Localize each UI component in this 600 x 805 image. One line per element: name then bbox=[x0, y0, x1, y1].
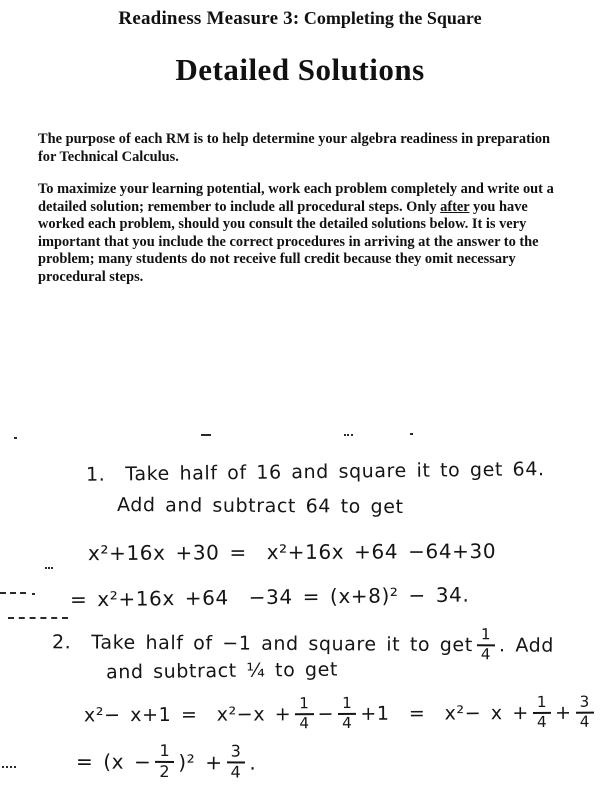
solution2-number: 2. bbox=[51, 631, 72, 654]
solution2-line1 bbox=[52, 624, 554, 663]
fraction-one-half: $\frac{1}{2}$ bbox=[155, 743, 174, 781]
scan-artifact-dash bbox=[201, 434, 211, 436]
solution1-math2 bbox=[70, 583, 470, 612]
scan-artifact-dot bbox=[410, 433, 413, 435]
fraction-three-fourths: $\frac{3}{4}$ bbox=[576, 695, 594, 731]
equation-segment: = (x − bbox=[75, 749, 152, 774]
scan-artifact-dot bbox=[14, 437, 17, 439]
solution1-line1 bbox=[86, 458, 545, 486]
header-title-main: Readiness Measure 3: bbox=[118, 8, 300, 29]
scan-artifact-dots bbox=[344, 434, 353, 436]
document-header bbox=[0, 8, 600, 30]
equation-segment: . bbox=[249, 750, 257, 775]
solution1-text2: Add and subtract 64 to get bbox=[116, 493, 404, 519]
intro-paragraph-2 bbox=[38, 181, 565, 286]
equation-segment: )² + bbox=[178, 749, 223, 775]
scan-artifact-dots bbox=[45, 567, 53, 569]
scan-artifact-dashes bbox=[8, 617, 68, 619]
scan-artifact-dot bbox=[32, 593, 35, 595]
fraction-one-fourth: $\frac{1}{4}$ bbox=[533, 695, 551, 731]
solution2-text1a: Take half of −1 and square it to get bbox=[91, 631, 473, 657]
equation-segment: − bbox=[317, 702, 335, 726]
paragraph2-underlined-word: after bbox=[440, 198, 470, 215]
solution2-math1 bbox=[83, 692, 598, 734]
solution1-math1 bbox=[88, 539, 496, 565]
equation-segment: + bbox=[555, 701, 572, 724]
solution1-equation1: x²+16x +30 = x²+16x +64 −64+30 bbox=[87, 538, 497, 566]
paragraph2-text-after: you have worked each problem, should you consult the detailed solutions below. It is very important that you include the correct procedures in arriving at the answer to the problem; many students do not receive full credit because they omit necessary procedural steps. bbox=[38, 198, 539, 285]
solution2-math2 bbox=[76, 742, 257, 781]
solution1-number: 1. bbox=[85, 463, 106, 486]
fraction-one-fourth: $\frac{1}{4}$ bbox=[338, 696, 356, 732]
solution1-text1: Take half of 16 and square it to get 64. bbox=[125, 458, 545, 486]
header-title-sub: Completing the Square bbox=[299, 8, 482, 28]
equation-segment: +1 = x²− x + bbox=[360, 701, 529, 725]
page-title: Detailed Solutions bbox=[175, 52, 425, 87]
solution1-equation2: = x²+16x +64 −34 = (x+8)² − 34. bbox=[69, 582, 470, 612]
intro-paragraph-1: The purpose of each RM is to help determine your algebra readiness in preparation for Technical Calculus. bbox=[38, 131, 551, 165]
fraction-three-fourths: $\frac{3}{4}$ bbox=[226, 743, 245, 781]
paragraph2-text-before: To maximize your learning potential, work each problem completely and write out a detailed solution; remember to include all procedural steps. Only bbox=[38, 181, 554, 215]
solution2-text2: and subtract ¼ to get bbox=[105, 658, 339, 684]
solution2-line2 bbox=[106, 659, 338, 684]
fraction-one-fourth: $\frac{1}{4}$ bbox=[295, 696, 313, 732]
fraction-one-fourth: $\frac{1}{4}$ bbox=[477, 627, 496, 663]
solution2-text1b: . Add bbox=[499, 634, 555, 657]
equation-segment: x²− x+1 = x²−x + bbox=[83, 703, 292, 727]
intro-section bbox=[38, 131, 565, 302]
scan-artifact-dots bbox=[2, 766, 16, 768]
scan-artifact-dashes bbox=[0, 592, 26, 594]
solution1-line2 bbox=[117, 494, 404, 518]
